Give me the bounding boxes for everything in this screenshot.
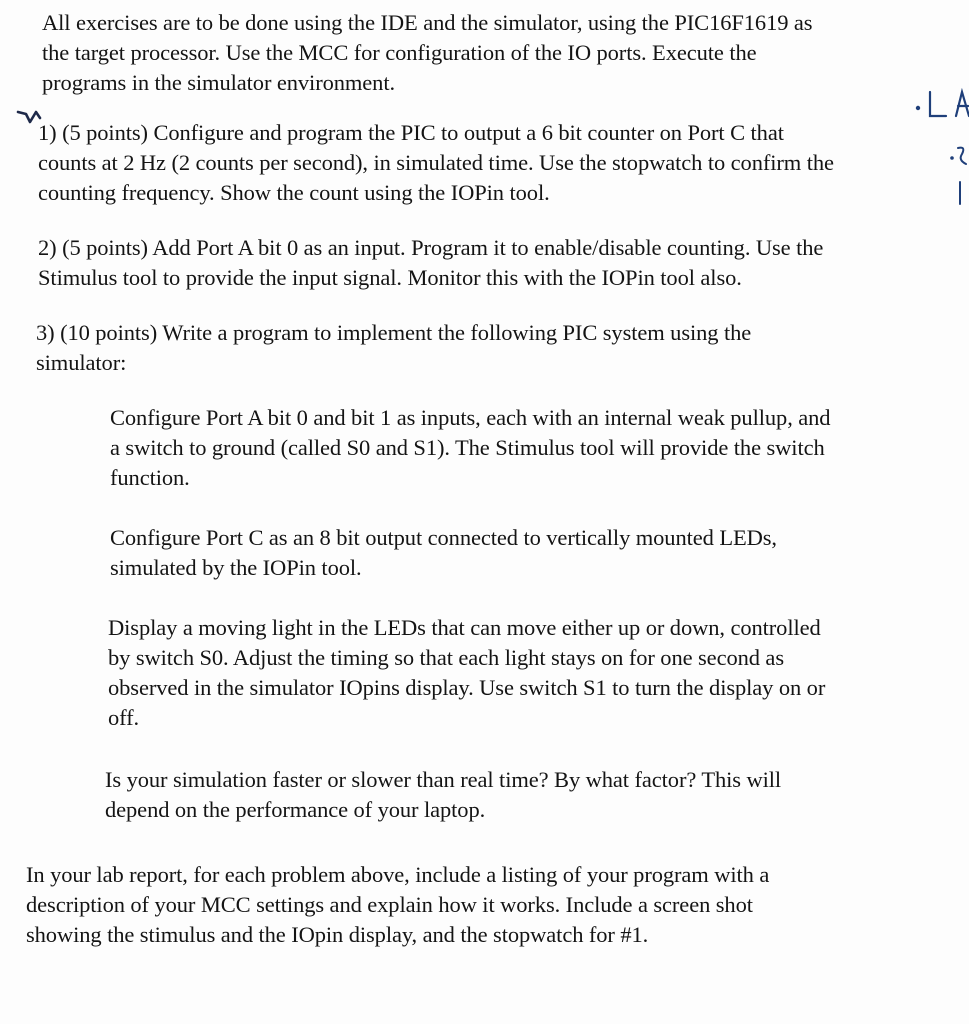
text-line: Display a moving light in the LEDs that can move either up or down, controlled [108, 615, 821, 640]
text-line: 1) (5 points) Configure and program the PIC to output a 6 bit counter on Port C that [38, 120, 784, 145]
text-line: counts at 2 Hz (2 counts per second), in simulated time. Use the stopwatch to confirm the [38, 150, 834, 175]
text-line: a switch to ground (called S0 and S1). The Stimulus tool will provide the switch [110, 435, 825, 460]
text-line: description of your MCC settings and explain how it works. Include a screen shot [26, 892, 753, 917]
text-line: function. [110, 465, 190, 490]
text-line: counting frequency. Show the count using the IOPin tool. [38, 180, 550, 205]
text-line: the target processor. Use the MCC for configuration of the IO ports. Execute the [42, 40, 757, 65]
problem-3-part-c [108, 613, 825, 733]
text-line: 3) (10 points) Write a program to implement the following PIC system using the [36, 320, 752, 345]
text-line: Configure Port C as an 8 bit output connected to vertically mounted LEDs, [110, 525, 777, 550]
text-line: showing the stimulus and the IOpin display, and the stopwatch for #1. [26, 922, 649, 947]
text-line: Is your simulation faster or slower than real time? By what factor? This will [105, 767, 782, 792]
check-mark-icon [16, 108, 56, 132]
problem-3-part-a [110, 403, 830, 493]
text-line: observed in the simulator IOpins display. Use switch S1 to turn the display on or [108, 675, 826, 700]
text-line: In your lab report, for each problem above, include a listing of your program with a [26, 862, 770, 887]
text-line: off. [108, 705, 140, 730]
text-line: programs in the simulator environment. [42, 70, 396, 95]
problem-3-part-d [105, 765, 781, 825]
text-line: by switch S0. Adjust the timing so that each light stays on for one second as [108, 645, 784, 670]
text-line: Stimulus tool to provide the input signal. Monitor this with the IOPin tool also. [38, 265, 742, 290]
text-line: Configure Port A bit 0 and bit 1 as inputs, each with an internal weak pullup, and [110, 405, 831, 430]
text-line: depend on the performance of your laptop. [105, 797, 486, 822]
text-line: All exercises are to be done using the IDE and the simulator, using the PIC16F1619 as [42, 10, 813, 35]
lab-report-paragraph [26, 860, 769, 950]
problem-1-paragraph [38, 118, 834, 208]
text-line: 2) (5 points) Add Port A bit 0 as an input. Program it to enable/disable counting. Use the [38, 235, 824, 260]
problem-2-paragraph [38, 233, 823, 293]
text-line: simulated by the IOPin tool. [110, 555, 362, 580]
problem-3-paragraph [36, 318, 751, 378]
text-line: simulator: [36, 350, 127, 375]
problem-3-part-b [110, 523, 777, 583]
handwritten-annotation-icon [900, 88, 969, 208]
intro-paragraph [42, 8, 812, 98]
